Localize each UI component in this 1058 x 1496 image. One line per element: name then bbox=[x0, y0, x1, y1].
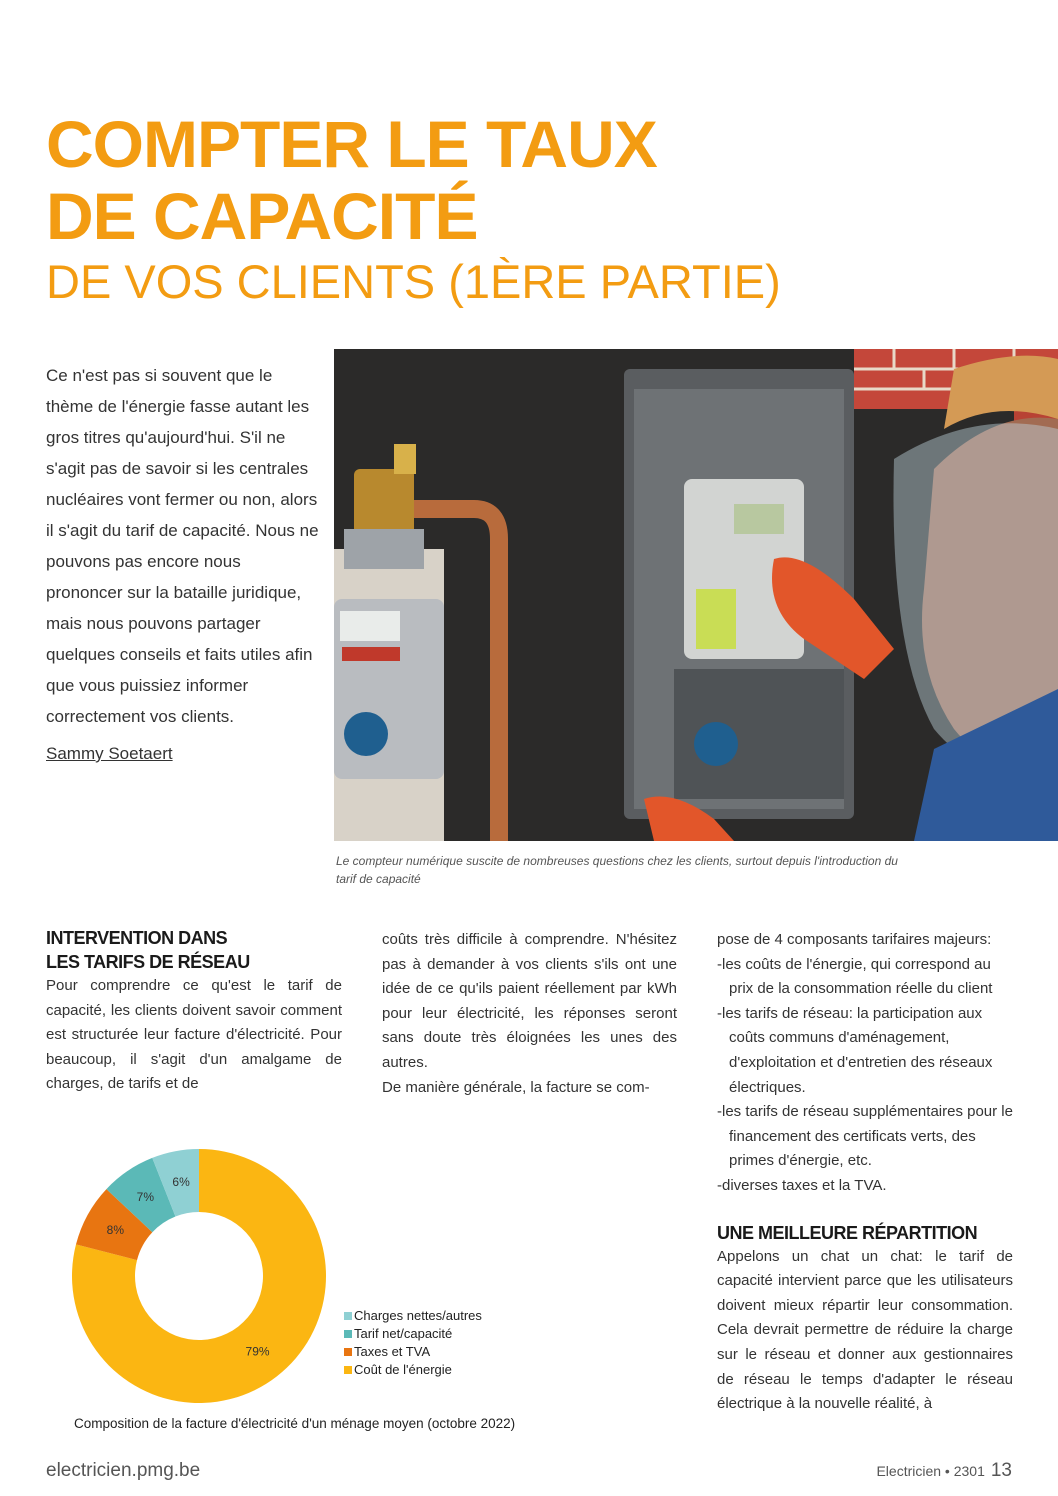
footer-info bbox=[876, 1460, 1012, 1482]
donut-chart bbox=[52, 1130, 572, 1440]
paragraph: coûts très difficile à comprendre. N'hésitez pas à demander à vos clients s'ils ont une idée de ce qu'ils paient réellement par kWh pour leur électricité, les réponses seront sans doute très éloignées les unes des autres. bbox=[382, 931, 677, 1071]
chart-caption: Composition de la facture d'électricité d'un ménage moyen (octobre 2022) bbox=[74, 1416, 516, 1431]
legend-entry: Taxes et TVA bbox=[354, 1344, 431, 1359]
column-1 bbox=[46, 926, 342, 1097]
author-link[interactable]: Sammy Soetaert bbox=[46, 744, 173, 763]
legend-swatch bbox=[344, 1312, 352, 1320]
footer-website[interactable]: electricien.pmg.be bbox=[46, 1460, 201, 1481]
legend-swatch bbox=[344, 1348, 352, 1356]
photo-caption: Le compteur numérique suscite de nombreuses questions chez les clients, surtout depuis l'introduction du tarif de capacité bbox=[336, 854, 898, 886]
article-subtitle: DE VOS CLIENTS (1ÈRE PARTIE) bbox=[46, 255, 781, 308]
legend-swatch bbox=[344, 1330, 352, 1338]
list-item: -diverses taxes et la TVA. bbox=[717, 1176, 887, 1194]
slice-data-label: 79% bbox=[245, 1344, 270, 1359]
paragraph: Appelons un chat un chat: le tarif de capacité intervient parce que les utilisateurs doivent mieux répartir leur consommation. Cela devrait permettre de réduire la charge sur le réseau et donner aux gestionnaires de réseau le temps d'adapter le réseau électrique à la nouvelle réalité, à bbox=[717, 1247, 1013, 1413]
footer-magazine: Electricien • 2301 bbox=[876, 1463, 985, 1479]
legend-entry: Tarif net/capacité bbox=[354, 1326, 453, 1341]
column-3 bbox=[717, 928, 1013, 1417]
intro-paragraph: Ce n'est pas si souvent que le thème de l'énergie fasse autant les gros titres qu'aujourd'hui. S'il ne s'agit pas de savoir si les centrales nucléaires vont fermer ou non, alors il s'agit du tarif de capacité. Nous ne pouvons pas encore nous prononcer sur la bataille juridique, mais nous pouvons partager quelques conseils et faits utiles afin que vous puissiez informer correctement vos clients. bbox=[46, 366, 319, 726]
title-line-2: DE CAPACITÉ bbox=[46, 179, 478, 253]
list-item: -les tarifs de réseau supplémentaires pour le financement des certificats verts, des primes d'énergie, etc. bbox=[717, 1103, 1013, 1170]
list-item: -les coûts de l'énergie, qui correspond au prix de la consommation réelle du client bbox=[717, 955, 993, 998]
page-number: 13 bbox=[990, 1460, 1012, 1481]
paragraph: De manière générale, la facture se com- bbox=[382, 1078, 650, 1096]
slice-data-label: 6% bbox=[172, 1175, 190, 1190]
paragraph: Pour comprendre ce qu'est le tarif de capacité, les clients doivent savoir comment est structurée leur facture d'électricité. Pour beaucoup, il s'agit d'un amalgame de charges, de tarifs et de bbox=[46, 977, 342, 1093]
title-line-1: COMPTER LE TAUX bbox=[46, 107, 657, 181]
legend-swatch bbox=[344, 1366, 352, 1374]
article-title bbox=[46, 108, 657, 252]
section-heading-intervention bbox=[46, 926, 342, 974]
list-item: -les tarifs de réseau: la participation aux coûts communs d'aménagement, d'exploitation et d'entretien des réseaux électriques. bbox=[717, 1004, 993, 1096]
section-heading-repartition: UNE MEILLEURE RÉPARTITION bbox=[717, 1222, 978, 1243]
column-2 bbox=[382, 928, 677, 1100]
donut-chart-svg bbox=[52, 1130, 572, 1440]
slice-data-label: 7% bbox=[136, 1190, 154, 1205]
paragraph: pose de 4 composants tarifaires majeurs: bbox=[717, 931, 992, 948]
legend-entry: Coût de l'énergie bbox=[354, 1362, 452, 1377]
heading-line-2: LES TARIFS DE RÉSEAU bbox=[46, 952, 250, 972]
legend-entry: Charges nettes/autres bbox=[354, 1308, 482, 1323]
meter-photo-illustration bbox=[334, 349, 1058, 841]
heading-line-1: INTERVENTION DANS bbox=[46, 928, 228, 948]
slice-data-label: 8% bbox=[106, 1222, 124, 1237]
article-photo bbox=[334, 349, 1058, 841]
